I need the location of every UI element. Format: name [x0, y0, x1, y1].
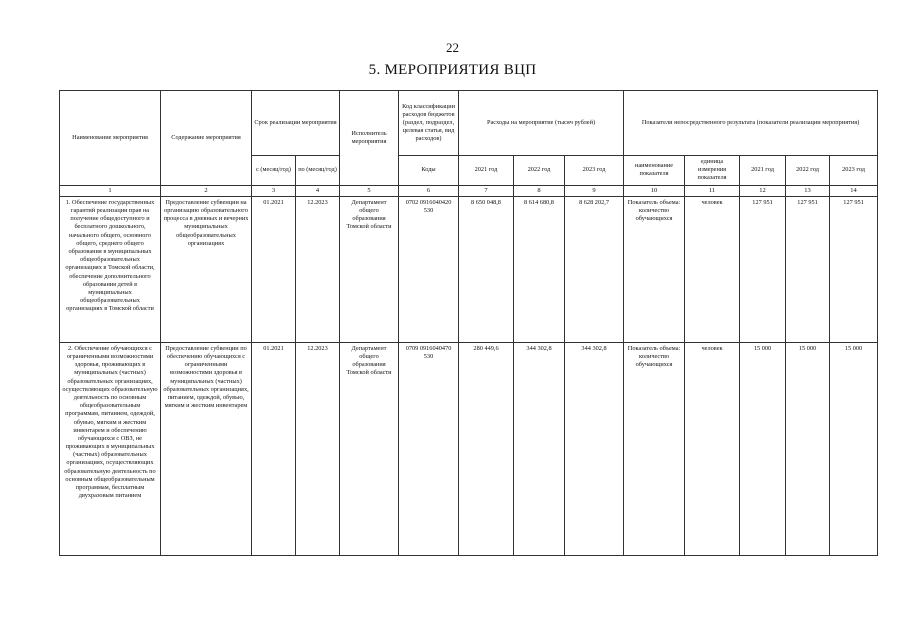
header-term-from: с (месяц/год)	[252, 156, 296, 186]
row-exp-2023: 344 302,8	[565, 342, 624, 555]
row-ind-2022: 127 951	[786, 196, 830, 342]
column-number: 5	[340, 185, 399, 196]
column-number: 1	[60, 185, 161, 196]
header-budget-code: Код классификации расходов бюджетов (раздел, подраздел, целевая статья, вид расходов)	[399, 91, 459, 156]
column-number: 10	[624, 185, 685, 196]
column-number: 11	[685, 185, 740, 196]
column-number: 13	[786, 185, 830, 196]
row-ind-2021: 15 000	[740, 342, 786, 555]
row-content: Предоставление субвенции на организацию образовательного процесса в дневных и вечерних муниципальных общеобразовательных организациях	[161, 196, 252, 342]
header-exp-2022: 2022 год	[514, 156, 565, 186]
page-number: 22	[446, 40, 459, 55]
column-number: 8	[514, 185, 565, 196]
row-executor: Департамент общего образования Томской области	[340, 342, 399, 555]
table-row	[60, 342, 878, 555]
column-number: 9	[565, 185, 624, 196]
header-exp-2021: 2021 год	[459, 156, 514, 186]
row-ind-name: Показатель объема: количество обучающихся	[624, 342, 685, 555]
column-number: 6	[399, 185, 459, 196]
column-number: 14	[830, 185, 878, 196]
row-to: 12.2023	[296, 196, 340, 342]
row-from: 01.2021	[252, 196, 296, 342]
row-ind-2023: 15 000	[830, 342, 878, 555]
header-codes: Коды	[399, 156, 459, 186]
row-exp-2021: 8 650 048,8	[459, 196, 514, 342]
row-codes: 0709 0916040470 530	[399, 342, 459, 555]
header-name: Наименование мероприятия	[60, 91, 161, 186]
header-ind-unit: единица измерения показателя	[685, 156, 740, 186]
row-executor: Департамент общего образования Томской области	[340, 196, 399, 342]
row-codes: 0702 0916040420 530	[399, 196, 459, 342]
row-ind-unit: человек	[685, 342, 740, 555]
row-exp-2022: 344 302,8	[514, 342, 565, 555]
header-expenses: Расходы на мероприятие (тысяч рублей)	[459, 91, 624, 156]
row-to: 12.2023	[296, 342, 340, 555]
row-exp-2023: 8 628 202,7	[565, 196, 624, 342]
header-content: Содержание мероприятия	[161, 91, 252, 186]
header-exp-2023: 2023 год	[565, 156, 624, 186]
header-ind-name: наименование показателя	[624, 156, 685, 186]
activities-table	[59, 90, 878, 556]
column-number: 12	[740, 185, 786, 196]
header-term-to: по (месяц/год)	[296, 156, 340, 186]
column-number: 3	[252, 185, 296, 196]
header-term: Срок реализации мероприятия	[252, 91, 340, 156]
row-from: 01.2021	[252, 342, 296, 555]
column-number-row	[60, 185, 878, 196]
row-ind-name: Показатель объема: количество обучающихся	[624, 196, 685, 342]
column-number: 4	[296, 185, 340, 196]
column-number: 7	[459, 185, 514, 196]
header-row	[60, 91, 878, 156]
row-exp-2021: 280 449,6	[459, 342, 514, 555]
header-executor: Исполнитель мероприятия	[340, 91, 399, 186]
column-number: 2	[161, 185, 252, 196]
row-name: 1. Обеспечение государственных гарантий реализации прав на получение общедоступного и бесплатного дошкольного, начального общего, основного общего, среднего общего образования в муниципальных общеобразовательных организациях в Томской области, обеспечение дополнительного образования детей в муниципальных общеобразовательных организациях в Томской области	[60, 196, 161, 342]
header-ind-2022: 2022 год	[786, 156, 830, 186]
header-ind-2021: 2021 год	[740, 156, 786, 186]
row-name: 2. Обеспечение обучающихся с ограниченными возможностями здоровья, проживающих в муниципальных (частных) образовательных организациях, осуществляющих образовательную деятельность по основным общеобразовательным программам, питанием, одеждой, обувью, мягким и жестким инвентарем и обеспечению обучающихся с ОВЗ, не проживающих в муниципальных (частных) образовательных организациях, осуществляющих образовательную деятельность по основным общеобразовательным программам, бесплатным двухразовым питанием	[60, 342, 161, 555]
header-ind-2023: 2023 год	[830, 156, 878, 186]
row-content: Предоставление субвенции по обеспечению обучающихся с ограниченными возможностями здоровья в муниципальных (частных) образовательных организациях, питанием, одеждой, обувью, мягким и жестким инвентарем	[161, 342, 252, 555]
header-indicators: Показатели непосредственного результата (показатели реализации мероприятия)	[624, 91, 878, 156]
table-row	[60, 196, 878, 342]
row-ind-unit: человек	[685, 196, 740, 342]
row-ind-2022: 15 000	[786, 342, 830, 555]
row-ind-2021: 127 951	[740, 196, 786, 342]
row-ind-2023: 127 951	[830, 196, 878, 342]
row-exp-2022: 8 614 680,8	[514, 196, 565, 342]
section-title: 5. МЕРОПРИЯТИЯ ВЦП	[368, 62, 537, 78]
